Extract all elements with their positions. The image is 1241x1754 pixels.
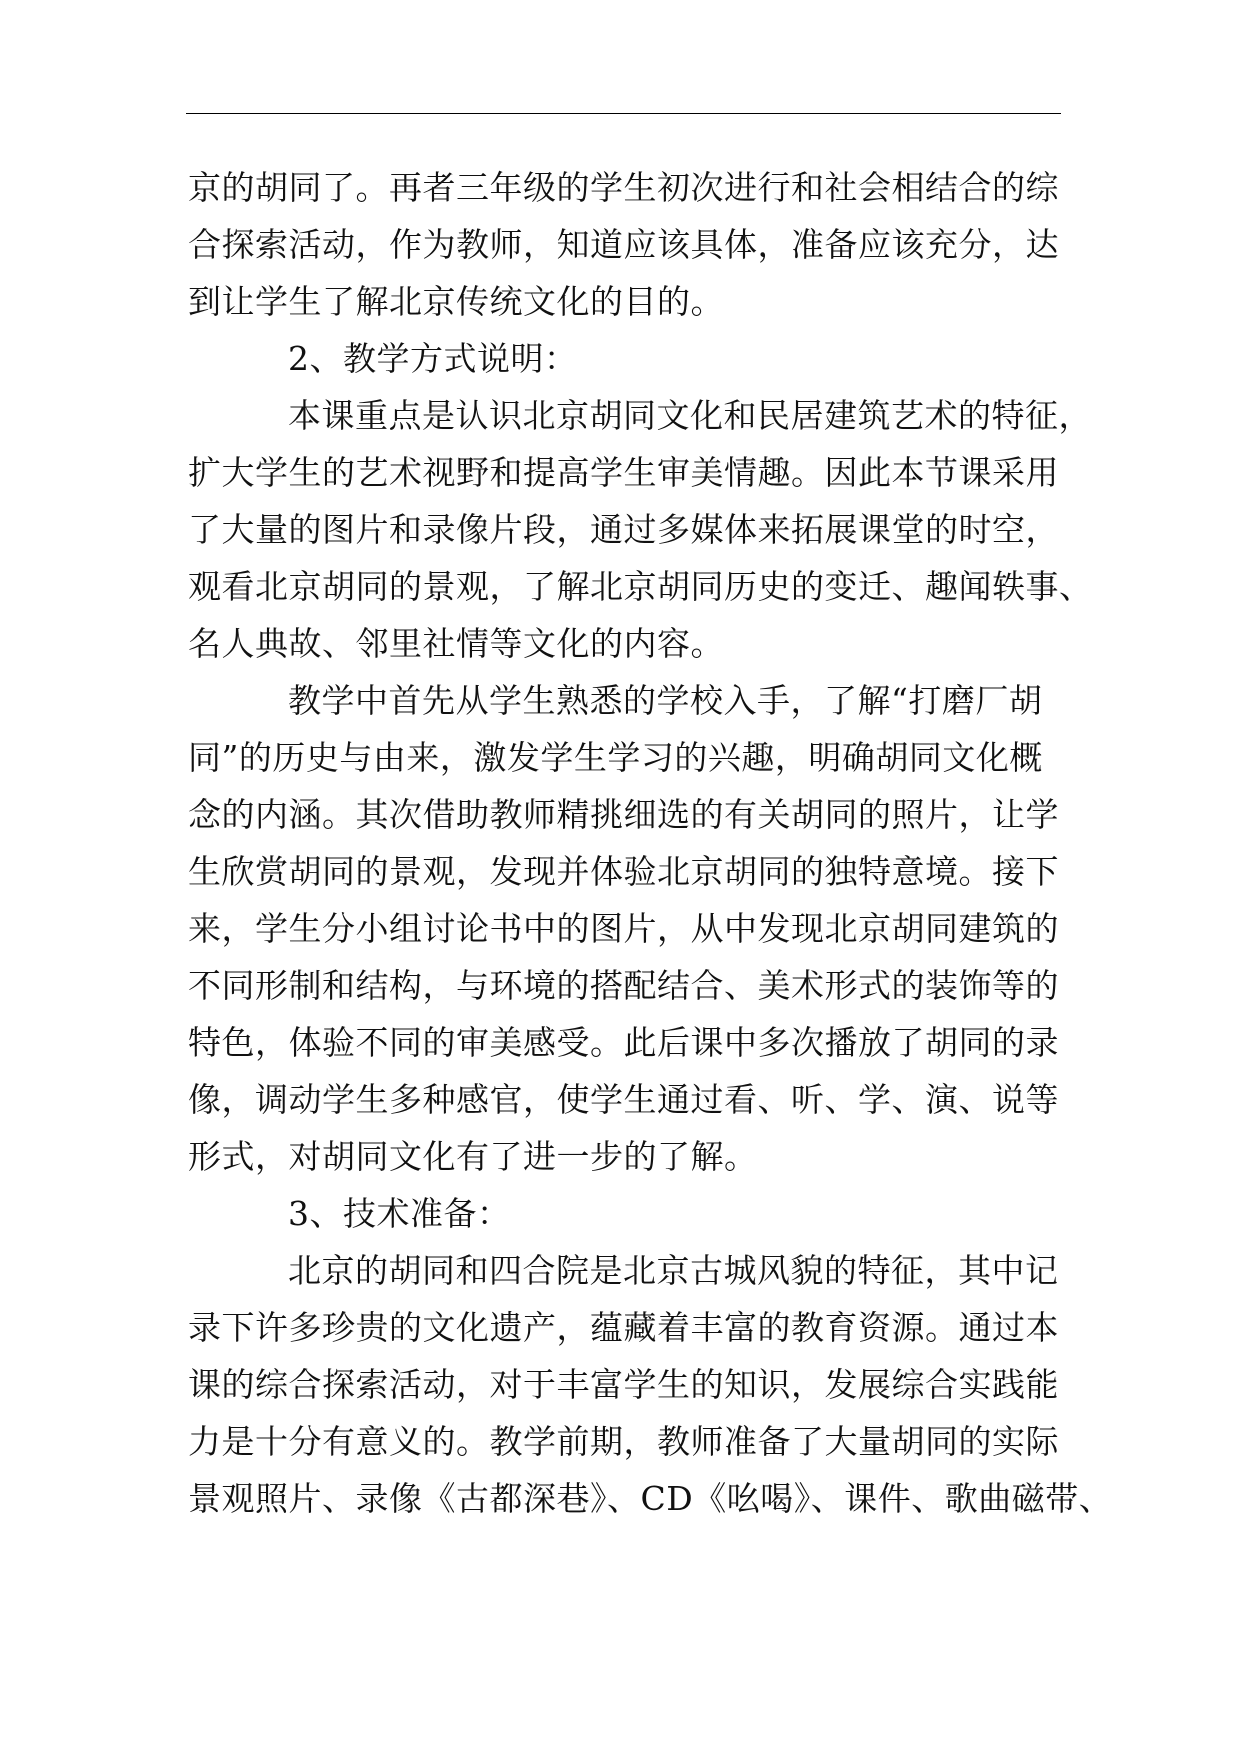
- text-line: 同”的历史与由来，激发学生学习的兴趣，明确胡同文化概: [188, 738, 1043, 777]
- text-line: 录下许多珍贵的文化遗产，蕴藏着丰富的教育资源。通过本: [188, 1308, 1059, 1347]
- text-line: 教学中首先从学生熟悉的学校入手，了解“打磨厂胡: [288, 681, 1043, 720]
- header-rule: [186, 113, 1061, 114]
- text-line: 生欣赏胡同的景观，发现并体验北京胡同的独特意境。接下: [188, 852, 1059, 891]
- text-line: 观看北京胡同的景观，了解北京胡同历史的变迁、趣闻轶事、: [188, 567, 1093, 606]
- text-line: 本课重点是认识北京胡同文化和民居建筑艺术的特征，: [288, 396, 1092, 435]
- section-heading: 3、技术准备：: [288, 1194, 511, 1233]
- text-line: 念的内涵。其次借助教师精挑细选的有关胡同的照片，让学: [188, 795, 1059, 834]
- text-line: 景观照片、录像《古都深巷》、CD《吆喝》、课件、歌曲磁带、: [188, 1479, 1113, 1518]
- text-line: 京的胡同了。再者三年级的学生初次进行和社会相结合的综: [188, 168, 1059, 207]
- text-line: 力是十分有意义的。教学前期，教师准备了大量胡同的实际: [188, 1422, 1059, 1461]
- text-line: 名人典故、邻里社情等文化的内容。: [188, 624, 724, 663]
- text-line: 合探索活动，作为教师，知道应该具体，准备应该充分，达: [188, 225, 1059, 264]
- text-line: 课的综合探索活动，对于丰富学生的知识，发展综合实践能: [188, 1365, 1059, 1404]
- section-heading: 2、教学方式说明：: [288, 339, 578, 378]
- text-line: 像，调动学生多种感官，使学生通过看、听、学、演、说等: [188, 1080, 1059, 1119]
- text-line: 了大量的图片和录像片段，通过多媒体来拓展课堂的时空，: [188, 510, 1059, 549]
- text-line: 形式，对胡同文化有了进一步的了解。: [188, 1137, 758, 1176]
- text-line: 不同形制和结构，与环境的搭配结合、美术形式的装饰等的: [188, 966, 1059, 1005]
- text-line: 北京的胡同和四合院是北京古城风貌的特征，其中记: [288, 1251, 1059, 1290]
- text-line: 特色，体验不同的审美感受。此后课中多次播放了胡同的录: [188, 1023, 1059, 1062]
- text-line: 到让学生了解北京传统文化的目的。: [188, 282, 724, 321]
- text-line: 来，学生分小组讨论书中的图片，从中发现北京胡同建筑的: [188, 909, 1059, 948]
- text-line: 扩大学生的艺术视野和提高学生审美情趣。因此本节课采用: [188, 453, 1059, 492]
